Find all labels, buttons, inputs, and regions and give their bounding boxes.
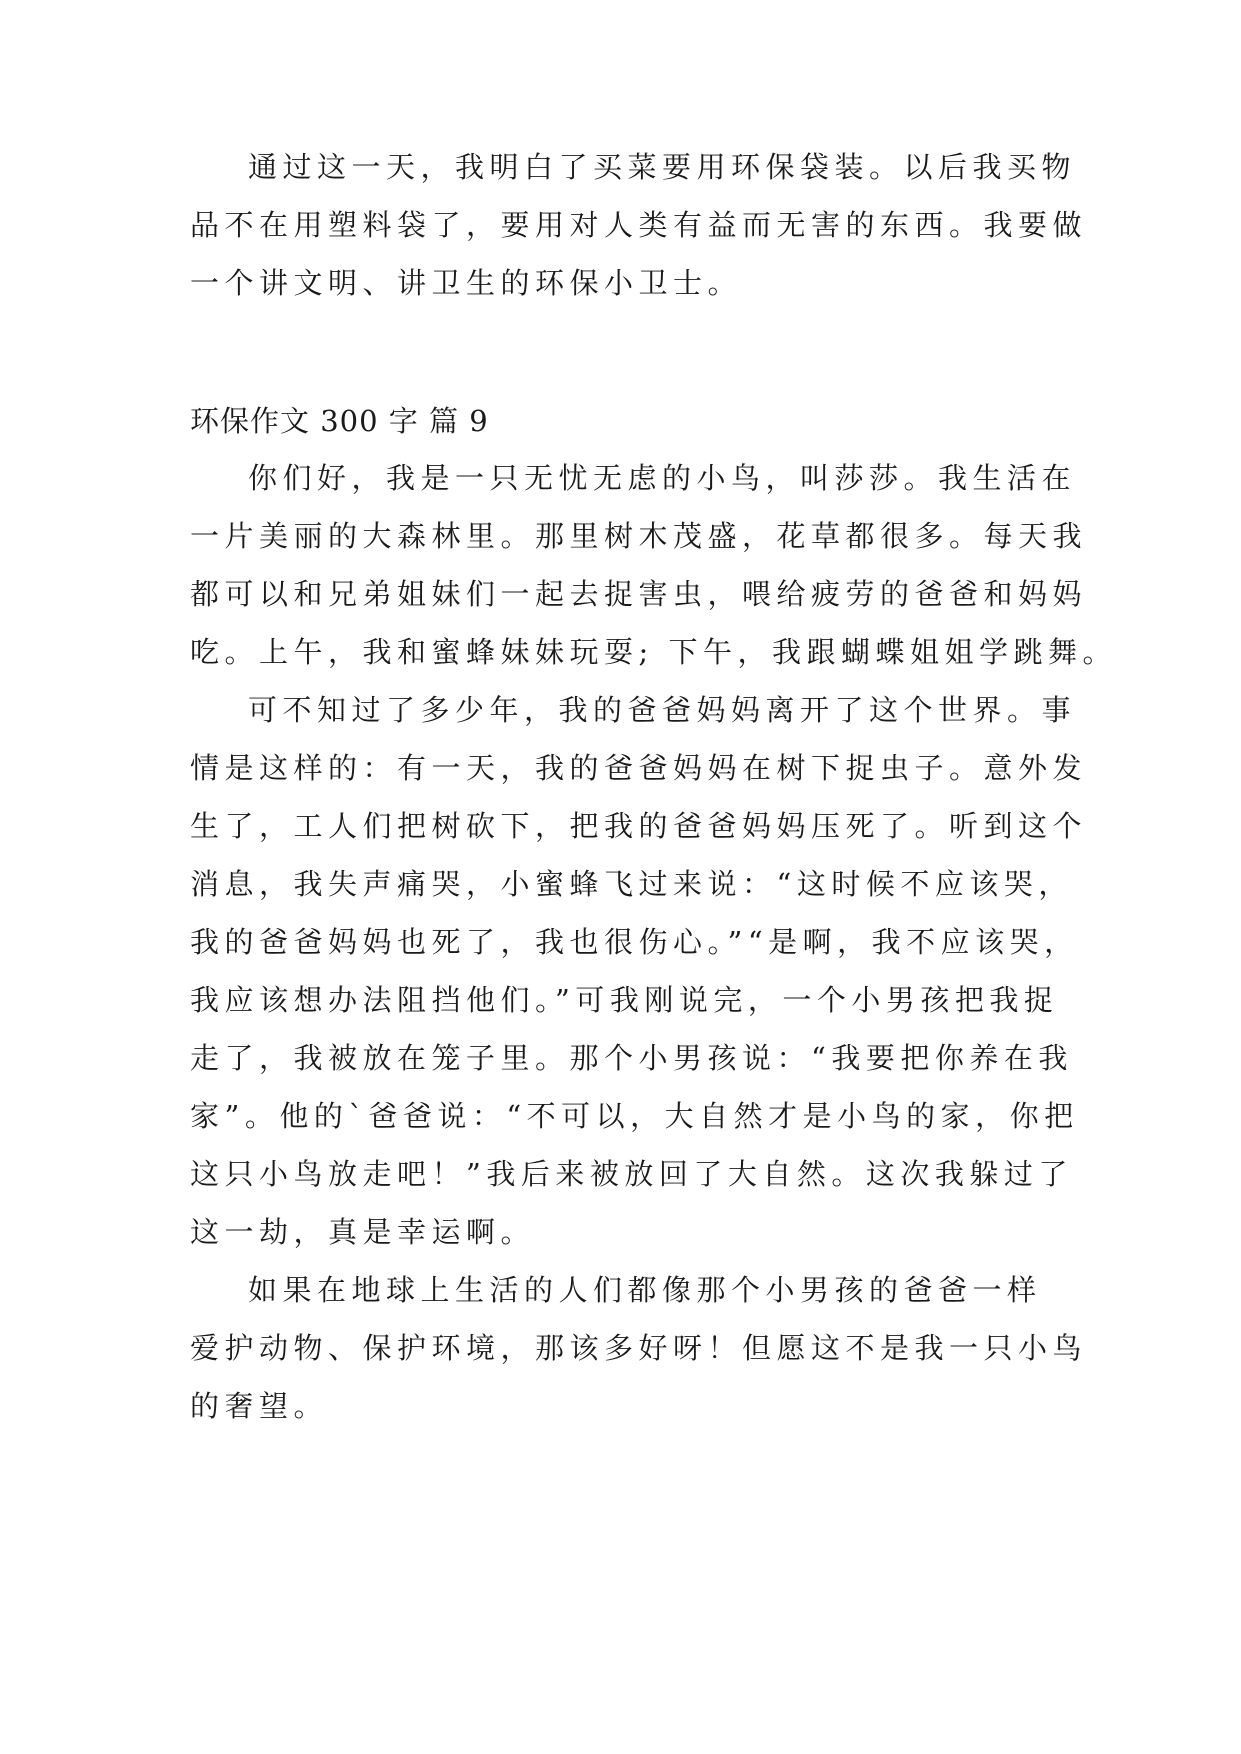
paragraph-1-line-1: 通过这一天，我明白了买菜要用环保袋装。以后我买物 [248, 150, 1077, 184]
paragraph-1-line-3: 一个讲文明、讲卫生的环保小卫士。 [190, 266, 743, 300]
paragraph-2-line-4: 吃。上午，我和蜜蜂妹妹玩耍; 下午，我跟蝴蝶姐姐学跳舞。 [190, 635, 1117, 669]
paragraph-4-line-3: 的奢望。 [190, 1389, 329, 1423]
paragraph-3-line-5: 我的爸爸妈妈也死了，我也很伤心。”“是啊，我不应该哭， [190, 925, 1079, 959]
paragraph-3-line-2: 情是这样的：有一天，我的爸爸妈妈在树下捉虫子。意外发 [190, 751, 1088, 785]
paragraph-3-line-7: 走了，我被放在笼子里。那个小男孩说：“我要把你养在我 [190, 1041, 1073, 1075]
paragraph-1-line-2: 品不在用塑料袋了，要用对人类有益而无害的东西。我要做 [190, 208, 1088, 242]
paragraph-3-line-1: 可不知过了多少年，我的爸爸妈妈离开了这个世界。事 [248, 693, 1077, 727]
paragraph-2-line-1: 你们好，我是一只无忧无虑的小鸟，叫莎莎。我生活在 [248, 461, 1077, 495]
paragraph-3-line-8: 家”。他的`爸爸说：“不可以，大自然才是小鸟的家，你把 [190, 1099, 1079, 1133]
paragraph-2-line-3: 都可以和兄弟姐妹们一起去捉害虫，喂给疲劳的爸爸和妈妈 [190, 577, 1088, 611]
paragraph-3-line-4: 消息，我失声痛哭，小蜜蜂飞过来说：“这时候不应该哭， [190, 867, 1073, 901]
paragraph-3-line-9: 这只小鸟放走吧！”我后来被放回了大自然。这次我躲过了 [190, 1157, 1073, 1191]
paragraph-3-line-3: 生了，工人们把树砍下，把我的爸爸妈妈压死了。听到这个 [190, 809, 1088, 843]
paragraph-4-line-2: 爱护动物、保护环境，那该多好呀！但愿这不是我一只小鸟 [190, 1331, 1088, 1365]
paragraph-3-line-10: 这一劫，真是幸运啊。 [190, 1215, 536, 1249]
paragraph-2-line-2: 一片美丽的大森林里。那里树木茂盛，花草都很多。每天我 [190, 519, 1088, 553]
paragraph-3-line-6: 我应该想办法阻挡他们。”可我刚说完，一个小男孩把我捉 [190, 983, 1059, 1017]
section-heading: 环保作文 300 字 篇 9 [190, 404, 489, 438]
paragraph-4-line-1: 如果在地球上生活的人们都像那个小男孩的爸爸一样 [248, 1273, 1042, 1307]
